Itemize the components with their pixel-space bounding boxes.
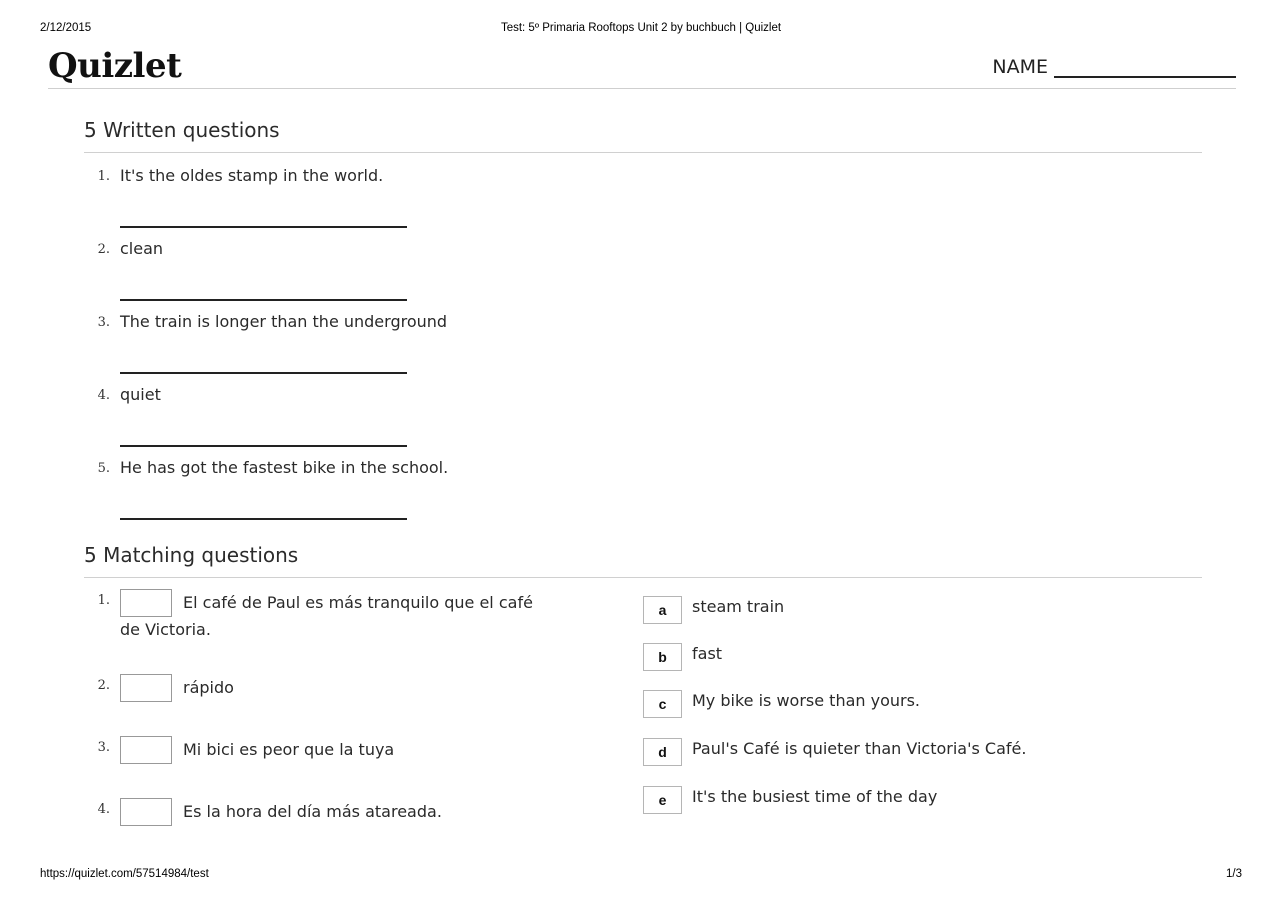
matching-option — [643, 738, 1163, 766]
matching-option — [643, 643, 1163, 671]
question-text: He has got the fastest bike in the school. — [120, 458, 449, 477]
option-letter: b — [643, 643, 682, 671]
option-text: It's the busiest time of the day — [692, 787, 938, 806]
question-number: 2. — [97, 242, 110, 257]
option-text: steam train — [692, 597, 785, 616]
answer-line[interactable] — [120, 445, 407, 447]
question-text: rápido — [183, 678, 234, 697]
print-date: 2/12/2015 — [40, 22, 92, 34]
quiz-header — [48, 44, 1236, 89]
print-footer — [40, 868, 1242, 884]
print-url: https://quizlet.com/57514984/test — [40, 868, 209, 880]
question-text: El café de Paul es más tranquilo que el café de Victoria. — [120, 593, 533, 639]
question-number: 3. — [97, 315, 110, 330]
question-text: quiet — [120, 385, 161, 404]
question-number: 2. — [97, 678, 110, 693]
question-number: 1. — [97, 169, 110, 184]
question-text: Mi bici es peor que la tuya — [183, 740, 395, 759]
question-number: 3. — [97, 740, 110, 755]
print-header — [40, 22, 1242, 38]
option-text: My bike is worse than yours. — [692, 691, 921, 710]
question-text: It's the oldes stamp in the world. — [120, 166, 384, 185]
question-number: 4. — [97, 388, 110, 403]
matching-section-title: 5 Matching questions — [84, 543, 1202, 578]
print-title: Test: 5º Primaria Rooftops Unit 2 by buchbuch | Quizlet — [500, 22, 782, 34]
answer-line[interactable] — [120, 226, 407, 228]
name-label: NAME — [992, 56, 1048, 78]
matching-option — [643, 596, 1163, 624]
question-text: The train is longer than the underground — [120, 312, 448, 331]
option-letter: d — [643, 738, 682, 766]
option-letter: a — [643, 596, 682, 624]
name-blank-line[interactable] — [1054, 54, 1236, 78]
answer-line[interactable] — [120, 299, 407, 301]
print-page-number: 1/3 — [1226, 868, 1242, 880]
question-number: 4. — [97, 802, 110, 817]
name-field — [992, 54, 1236, 78]
option-letter: c — [643, 690, 682, 718]
question-text: clean — [120, 239, 164, 258]
question-number: 5. — [97, 461, 110, 476]
written-section-title: 5 Written questions — [84, 118, 1202, 153]
matching-option — [643, 690, 1163, 718]
matching-option — [643, 786, 1163, 814]
answer-line[interactable] — [120, 372, 407, 374]
question-text: Es la hora del día más atareada. — [183, 802, 442, 821]
option-text: fast — [692, 644, 723, 663]
option-letter: e — [643, 786, 682, 814]
quizlet-logo[interactable]: Quizlet — [48, 46, 182, 86]
question-number: 1. — [97, 593, 110, 608]
answer-line[interactable] — [120, 518, 407, 520]
option-text: Paul's Café is quieter than Victoria's Café. — [692, 739, 1027, 758]
